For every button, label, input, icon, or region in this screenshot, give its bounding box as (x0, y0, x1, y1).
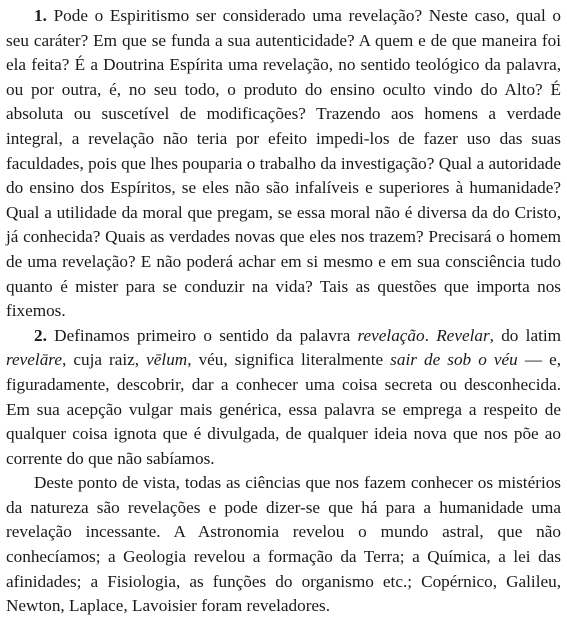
paragraph-text: , do latim (489, 325, 562, 345)
italic-term: vēlum (146, 350, 188, 370)
paragraph-text: , cuja raiz, (61, 350, 147, 370)
paragraph-3 (6, 471, 561, 619)
italic-term: sair de sob o véu (390, 350, 518, 370)
italic-term: revelação (357, 325, 425, 345)
paragraph-2 (6, 324, 561, 472)
paragraph-text: , véu, significa literalmente (187, 350, 391, 370)
paragraph-text: Definamos primeiro o sentido da palavra (46, 325, 358, 345)
paragraph-1 (6, 4, 561, 324)
document-body (6, 4, 561, 619)
paragraph-number: 1. (34, 6, 47, 25)
paragraph-text: . (424, 325, 437, 345)
italic-term: Revelar (436, 325, 490, 345)
paragraph-text: Pode o Espiritismo ser considerado uma revelação? Neste caso, qual o seu caráter? Em que se funda a sua autenticidade? A quem e de que maneira foi ela feita? É a Doutrina Espírita uma revelação, no sentido teológico da palavra, ou por outra, é, no seu todo, o produto do ensino oculto vindo do Alto? É absoluta ou suscetível de modificações? Trazendo aos homens a verdade integral, a revelação não teria por efeito impedi-los de fazer uso das suas faculdades, pois que lhes pouparia o trabalho da investigação? Qual a autoridade do ensino dos Espíritos, se eles não são infalíveis e superiores à humanidade? Qual a utilidade da moral que pregam, se essa moral não é diversa da do Cristo, já conhecida? Quais as verdades novas que eles nos trazem? Precisará o homem de uma revelação? E não poderá achar em si mesmo e em sua consciência tudo quanto é mister para se conduzir na vida? Tais as questões que importa nos fixemos. (6, 6, 561, 321)
paragraph-text: Deste ponto de vista, todas as ciências que nos fazem conhecer os mistérios da natureza são revelações e pode dizer-se que há para a humanidade uma revelação incessante. A Astronomia revelou o mundo astral, que não conhecíamos; a Geologia revelou a formação da Terra; a Química, a lei das afinidades; a Fisiologia, as funções do organismo etc.; Copérnico, Galileu, Newton, Laplace, Lavoisier foram reveladores. (6, 473, 561, 616)
italic-term: revelāre (6, 350, 62, 370)
paragraph-number: 2. (34, 325, 47, 345)
paragraph-text: — e, figuradamente, descobrir, dar a conhecer uma coisa secreta ou desconhecida. Em sua acepção vulgar mais genérica, essa palavra se emprega a respeito de qualquer coisa ignota que é divulgada, de qualquer ideia nova que nos põe ao corrente do que não sabíamos. (6, 350, 562, 468)
